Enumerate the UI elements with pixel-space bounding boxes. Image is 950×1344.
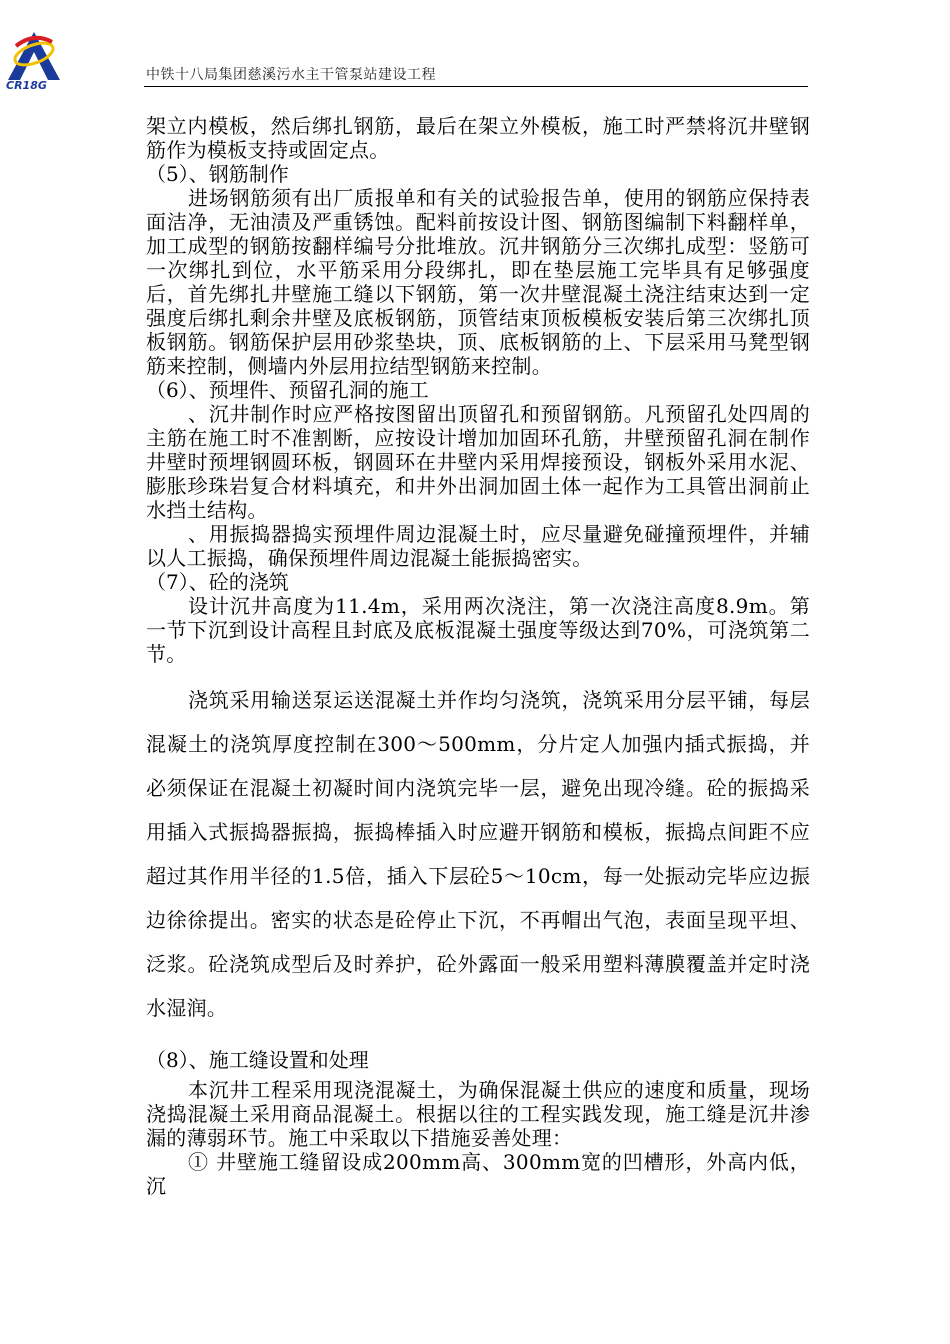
cr18g-logo-icon	[4, 28, 64, 90]
paragraph-joints-b: ① 井壁施工缝留设成200mm高、300mm宽的凹槽形，外高内低，沉	[146, 1150, 810, 1198]
page-header	[0, 0, 950, 92]
section-heading-6: （6）、预埋件、预留孔洞的施工	[146, 378, 429, 402]
paragraph-pouring-a: 设计沉井高度为11.4m，采用两次浇注，第一次浇注高度8.9m。第一节下沉到设计高程且封底及底板混凝土强度等级达到70%，可浇筑第二节。	[146, 594, 810, 666]
paragraph-rebar: 进场钢筋须有出厂质报单和有关的试验报告单，使用的钢筋应保持表面洁净，无油渍及严重锈蚀。配料前按设计图、钢筋图编制下料翻样单，加工成型的钢筋按翻样编号分批堆放。沉井钢筋分三次绑扎成型：竖筋可一次绑扎到位，水平筋采用分段绑扎，即在垫层施工完毕具有足够强度后，首先绑扎井壁施工缝以下钢筋，第一次井壁混凝土浇注结束达到一定强度后绑扎剩余井壁及底板钢筋，顶管结束顶板模板安装后第三次绑扎顶板钢筋。钢筋保护层用砂浆垫块，顶、底板钢筋的上、下层采用马凳型钢筋来控制，侧墙内外层用拉结型钢筋来控制。	[146, 186, 810, 378]
paragraph-joints-a: 本沉井工程采用现浇混凝土，为确保混凝土供应的速度和质量，现场浇捣混凝土采用商品混凝土。根据以往的工程实践发现，施工缝是沉井渗漏的薄弱环节。施工中采取以下措施妥善处理：	[146, 1078, 810, 1150]
paragraph-embedded-parts-a: 、沉井制作时应严格按图留出顶留孔和预留钢筋。凡预留孔处四周的主筋在施工时不准割断，应按设计增加加固环孔筋，井壁预留孔洞在制作井壁时预埋钢圆环板，钢圆环在井壁内采用焊接预设，钢板外采用水泥、膨胀珍珠岩复合材料填充，和井外出洞加固土体一起作为工具管出洞前止水挡土结构。	[146, 402, 810, 522]
logo-text: CR18G	[6, 79, 47, 90]
section-heading-7: （7）、砼的浇筑	[146, 570, 289, 594]
section-heading-8: （8）、施工缝设置和处理	[146, 1048, 369, 1072]
paragraph-pouring-b: 浇筑采用输送泵运送混凝土并作均匀浇筑，浇筑采用分层平铺，每层混凝土的浇筑厚度控制在300～500mm，分片定人加强内插式振捣，并必须保证在混凝土初凝时间内浇筑完毕一层，避免出现冷缝。砼的振捣采用插入式振捣器振捣，振捣棒插入时应避开钢筋和模板，振捣点间距不应超过其作用半径的1.5倍，插入下层砼5～10cm，每一处振动完毕应边振边徐徐提出。密实的状态是砼停止下沉，不再帽出气泡，表面呈现平坦、泛浆。砼浇筑成型后及时养护，砼外露面一般采用塑料薄膜覆盖并定时浇水湿润。	[146, 688, 810, 1020]
header-divider	[144, 86, 808, 87]
paragraph-embedded-parts-b: 、用振捣器捣实预埋件周边混凝土时，应尽量避免碰撞预埋件，并辅以人工振捣，确保预埋件周边混凝土能振捣密实。	[146, 522, 810, 570]
document-body	[146, 114, 810, 1198]
company-logo	[4, 28, 64, 90]
header-title: 中铁十八局集团慈溪污水主干管泵站建设工程	[146, 67, 436, 83]
section-heading-5: （5）、钢筋制作	[146, 162, 289, 186]
paragraph-intro: 架立内模板，然后绑扎钢筋，最后在架立外模板，施工时严禁将沉井壁钢筋作为模板支持或固定点。	[146, 114, 810, 162]
